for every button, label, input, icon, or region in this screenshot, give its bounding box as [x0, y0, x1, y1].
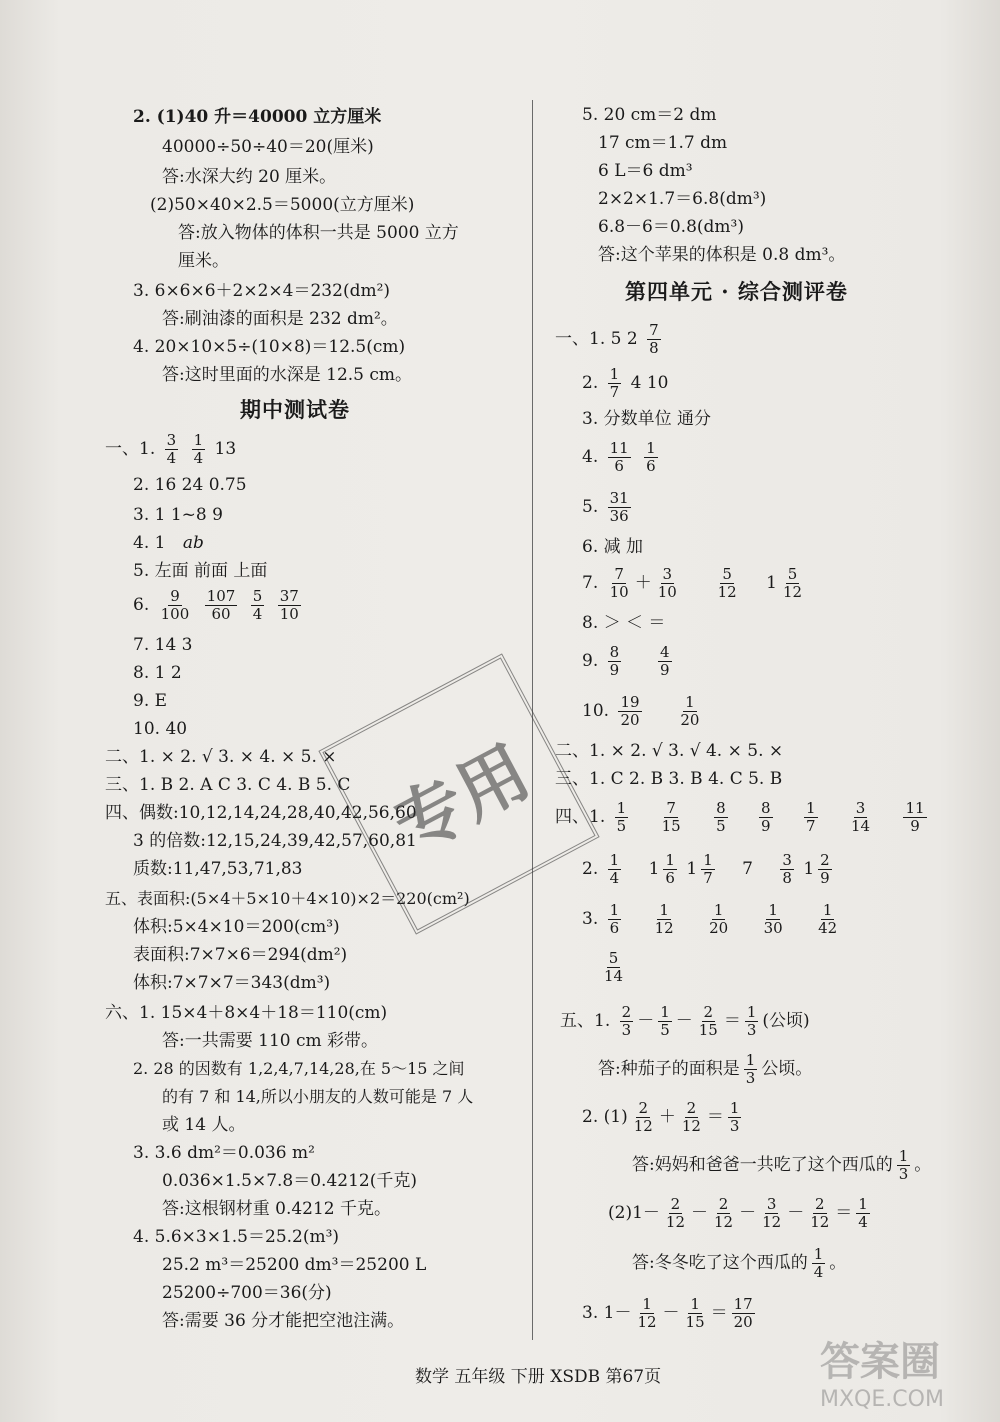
answer-line: 五、表面积:(5×4＋5×10＋4×10)×2＝220(cm²): [105, 889, 470, 908]
answer-line: 答:这时里面的水深是 12.5 cm。: [162, 365, 413, 385]
answer-line: 9. E: [133, 691, 168, 711]
fraction: $\frac{1}{7}$: [703, 851, 713, 887]
unit4-title: 第四单元 · 综合测评卷: [625, 279, 848, 304]
answer-line: 3 的倍数:12,15,24,39,42,57,60,81: [133, 831, 417, 851]
fraction: $\frac{1}{4}$: [609, 851, 620, 887]
answer-line: [598, 950, 629, 985]
midterm-title: 期中测试卷: [240, 397, 350, 422]
answer-line: 3. $\frac{1}{6}$ $\frac{1}{12}$ $\frac{1}{20}$ $\frac{1}{30}$ $\frac{1}{42}$: [582, 901, 838, 937]
answer-line: 2. (1) $\frac{2}{12}$ ＋ $\frac{2}{12}$ ＝ $\frac{1}{3}$: [582, 1099, 740, 1135]
answer-line: 0.036×1.5×7.8＝0.4212(千克): [162, 1171, 417, 1191]
answer-line: 25200÷700＝36(分): [162, 1283, 332, 1303]
fraction: $\frac{3}{10}$: [657, 565, 677, 601]
answer-line: 2. $\frac{1}{7}$ 4 10: [582, 365, 669, 401]
fraction: $\frac{1}{30}$: [763, 901, 783, 937]
answer-line: 一、1. 5 2 $\frac{7}{8}$: [555, 321, 659, 357]
fraction: $\frac{19}{20}$: [620, 693, 640, 729]
fraction: $\frac{5}{12}$: [717, 565, 737, 601]
answer-line: 质数:11,47,53,71,83: [133, 859, 303, 879]
answer-line: 厘米。: [178, 251, 229, 271]
fraction: $\frac{1}{7}$: [806, 799, 816, 835]
fraction: $\frac{1}{4}$: [193, 431, 204, 467]
fraction: $\frac{1}{12}$: [637, 1295, 657, 1331]
answer-line: 三、1. B 2. A C 3. C 4. B 5. C: [105, 775, 351, 795]
fraction: $\frac{11}{6}$: [609, 439, 629, 475]
fraction: $\frac{1}{4}$: [858, 1195, 868, 1231]
answer-line: 答:妈妈和爸爸一共吃了这个西瓜的 $\frac{1}{3}$ 。: [632, 1147, 932, 1183]
fraction: $\frac{1}{6}$: [646, 439, 656, 475]
answer-line: 表面积:7×7×6＝294(dm²): [133, 945, 348, 965]
answer-line: 答:刷油漆的面积是 232 dm²。: [162, 309, 398, 329]
answer-line: 五、1. $\frac{2}{3}$ － $\frac{1}{5}$ － $\frac{2}{15}$ ＝ $\frac{1}{3}$ (公顷): [560, 1003, 810, 1039]
fraction: $\frac{1}{5}$: [660, 1003, 670, 1039]
fraction: $\frac{107}{60}$: [206, 587, 236, 623]
fraction: $\frac{1}{3}$: [898, 1147, 909, 1183]
answer-line: 或 14 人。: [162, 1115, 246, 1135]
fraction: $\frac{5}{12}$: [782, 565, 803, 601]
answer-line: 7. 14 3: [133, 635, 193, 655]
answer-line: 4. 5.6×3×1.5＝25.2(m³): [133, 1227, 340, 1247]
fraction: $\frac{8}{5}$: [716, 799, 726, 835]
fraction: $\frac{2}{12}$: [681, 1099, 701, 1135]
fraction: $\frac{9}{100}$: [160, 587, 190, 623]
answer-line: 17 cm＝1.7 dm: [598, 133, 728, 153]
answer-line: 2. (1)40 升＝40000 立方厘米: [133, 107, 382, 127]
answer-line: 8. ＞ ＜ ＝: [582, 613, 666, 633]
answer-line: 答:冬冬吃了这个西瓜的 $\frac{1}{4}$ 。: [632, 1245, 847, 1281]
answer-line: 4. $\frac{11}{6}$ $\frac{1}{6}$: [582, 439, 656, 475]
answer-line: 7. $\frac{7}{10}$ ＋ $\frac{3}{10}$ $\frac{5}{12}$ 1 $\frac{5}{12}$: [582, 565, 803, 601]
fraction: $\frac{7}{10}$: [609, 565, 629, 601]
fraction: $\frac{1}{3}$: [729, 1099, 740, 1135]
fraction: $\frac{1}{20}$: [709, 901, 729, 937]
answer-line: 四、偶数:10,12,14,24,28,40,42,56,60: [105, 803, 417, 823]
answer-line: 体积:5×4×10＝200(cm³): [133, 917, 340, 937]
answer-line: 答:这根钢材重 0.4212 千克。: [162, 1199, 392, 1219]
fraction: $\frac{1}{42}$: [818, 901, 838, 937]
fraction: $\frac{1}{15}$: [685, 1295, 705, 1331]
answer-line: 4. 1 ab: [133, 533, 204, 553]
fraction: $\frac{4}{9}$: [660, 643, 670, 679]
fraction: $\frac{37}{10}$: [279, 587, 299, 623]
answer-line: 4. 20×10×5÷(10×8)＝12.5(cm): [133, 337, 406, 357]
fraction: $\frac{5}{14}$: [604, 949, 624, 985]
answer-line: 答:这个苹果的体积是 0.8 dm³。: [598, 245, 846, 265]
answer-line: 3. 1－ $\frac{1}{12}$ － $\frac{1}{15}$ ＝ $\frac{17}{20}$: [582, 1295, 753, 1331]
fraction: $\frac{3}{8}$: [782, 851, 792, 887]
answer-line: 8. 1 2: [133, 663, 182, 683]
fraction: $\frac{1}{6}$: [609, 901, 620, 937]
fraction: $\frac{2}{15}$: [698, 1003, 718, 1039]
fraction: $\frac{2}{12}$: [714, 1195, 734, 1231]
answer-line: 答:放入物体的体积一共是 5000 立方: [178, 223, 459, 243]
fraction: $\frac{3}{12}$: [762, 1195, 782, 1231]
answer-line: 3. 分数单位 通分: [582, 409, 712, 429]
answer-line: 10. $\frac{19}{20}$ $\frac{1}{20}$: [582, 693, 700, 729]
fraction: $\frac{2}{12}$: [810, 1195, 830, 1231]
answer-line: 5. 20 cm＝2 dm: [582, 105, 717, 125]
fraction: $\frac{17}{20}$: [733, 1295, 753, 1331]
answer-line: 答:需要 36 分才能把空池注满。: [162, 1311, 405, 1331]
answer-line: 一、1. $\frac{3}{4}$ $\frac{1}{4}$ 13: [105, 431, 237, 467]
answer-line: (2)1－ $\frac{2}{12}$ － $\frac{2}{12}$ － $\frac{3}{12}$ － $\frac{2}{12}$ ＝ $\frac{1}{4}$: [608, 1195, 868, 1231]
answer-line: 的有 7 和 14,所以小朋友的人数可能是 7 人: [162, 1087, 474, 1106]
fraction: $\frac{2}{3}$: [621, 1003, 632, 1039]
fraction: $\frac{1}{3}$: [746, 1003, 757, 1039]
fraction: $\frac{2}{12}$: [633, 1099, 653, 1135]
answer-line: 2. $\frac{1}{4}$ 1 $\frac{1}{6}$ 1 $\frac{1}{7}$ 7 $\frac{3}{8}$ 1 $\frac{2}{9}$: [582, 851, 830, 887]
answer-line: 答:种茄子的面积是 $\frac{1}{3}$ 公顷。: [598, 1051, 813, 1087]
answer-line: 6. $\frac{9}{100}$ $\frac{107}{60}$ $\frac{5}{4}$ $\frac{37}{10}$: [133, 587, 299, 623]
answer-line: 二、1. × 2. √ 3. √ 4. × 5. ×: [555, 741, 784, 761]
fraction: $\frac{2}{9}$: [820, 851, 830, 887]
fraction: $\frac{8}{9}$: [609, 643, 620, 679]
answer-line: 3. 1 1~8 9: [133, 505, 223, 525]
answer-line: 2. 28 的因数有 1,2,4,7,14,28,在 5～15 之间: [133, 1059, 465, 1078]
answer-line: 四、1. $\frac{1}{5}$ $\frac{7}{15}$ $\frac{8}{5}$ $\frac{8}{9}$ $\frac{1}{7}$ $\frac{3}{14}$ $\frac{11}{9}$: [555, 799, 925, 835]
fraction: $\frac{31}{36}$: [609, 489, 629, 525]
answer-line: (2)50×40×2.5＝5000(立方厘米): [150, 195, 415, 215]
answer-line: 10. 40: [133, 719, 188, 739]
answer-line: 25.2 m³＝25200 dm³＝25200 L: [162, 1255, 427, 1275]
stamp: 专用: [318, 653, 599, 934]
answer-line: 答:水深大约 20 厘米。: [162, 167, 337, 187]
answer-line: 3. 6×6×6＋2×2×4＝232(dm²): [133, 281, 391, 301]
fraction: $\frac{1}{20}$: [680, 693, 700, 729]
fraction: $\frac{1}{4}$: [813, 1245, 824, 1281]
answer-line: 40000÷50÷40＝20(厘米): [162, 137, 374, 157]
fraction: $\frac{3}{4}$: [166, 431, 177, 467]
watermark-logo: 答案圈 MXQE.COM: [820, 1339, 944, 1412]
answer-line: 6.8－6＝0.8(dm³): [598, 217, 744, 237]
answer-line: 3. 3.6 dm²＝0.036 m²: [133, 1143, 315, 1163]
fraction: $\frac{8}{9}$: [761, 799, 771, 835]
fraction: $\frac{1}{6}$: [665, 851, 675, 887]
fraction: $\frac{2}{12}$: [665, 1195, 685, 1231]
fraction: $\frac{1}{5}$: [616, 799, 627, 835]
answer-line: 2. 16 24 0.75: [133, 475, 247, 495]
fraction: $\frac{1}{7}$: [609, 365, 620, 401]
answer-line: 答:一共需要 110 cm 彩带。: [162, 1031, 379, 1051]
answer-line: 体积:7×7×7＝343(dm³): [133, 973, 331, 993]
answer-line: 6. 减 加: [582, 537, 644, 557]
fraction: $\frac{7}{15}$: [661, 799, 681, 835]
fraction: $\frac{7}{8}$: [649, 321, 659, 357]
answer-line: 5. $\frac{31}{36}$: [582, 489, 629, 525]
fraction: $\frac{5}{4}$: [252, 587, 263, 623]
answer-line: 6 L＝6 dm³: [598, 161, 693, 181]
answer-line: 三、1. C 2. B 3. B 4. C 5. B: [555, 769, 783, 789]
answer-line: 5. 左面 前面 上面: [133, 561, 268, 581]
fraction: $\frac{1}{3}$: [745, 1051, 756, 1087]
answer-line: 2×2×1.7＝6.8(dm³): [598, 189, 767, 209]
page-footer: 数学 五年级 下册 XSDB 第67页: [415, 1367, 662, 1387]
fraction: $\frac{11}{9}$: [905, 799, 925, 835]
answer-line: 二、1. × 2. √ 3. × 4. × 5. ×: [105, 747, 337, 767]
fraction: $\frac{1}{12}$: [654, 901, 674, 937]
fraction: $\frac{3}{14}$: [850, 799, 871, 835]
answer-line: 9. $\frac{8}{9}$ $\frac{4}{9}$: [582, 643, 670, 679]
answer-line: 六、1. 15×4＋8×4＋18＝110(cm): [105, 1003, 388, 1023]
